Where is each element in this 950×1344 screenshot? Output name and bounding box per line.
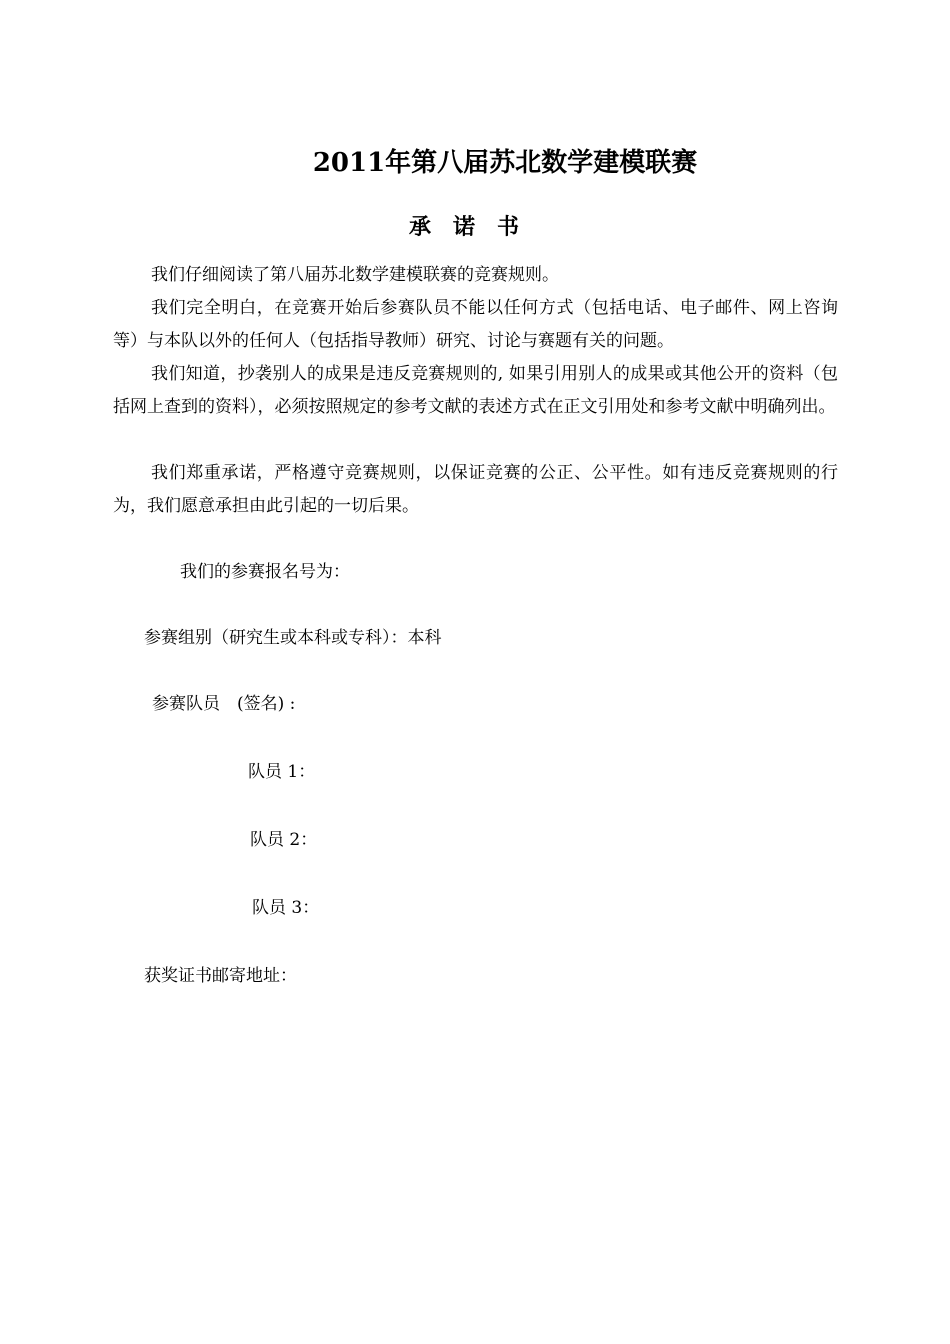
document-title: 2011年第八届苏北数学建模联赛 bbox=[312, 148, 698, 178]
paragraph-2: 我们完全明白，在竞赛开始后参赛队员不能以任何方式（包括电话、电子邮件、网上咨询等）与本队以外的任何人（包括指导教师）研究、讨论与赛题有关的问题。 bbox=[113, 298, 838, 351]
member-2-field: 队员 2： bbox=[250, 830, 318, 850]
members-signature-field: 参赛队员 (签名) : bbox=[152, 694, 296, 714]
paragraph-4: 我们郑重承诺，严格遵守竞赛规则，以保证竞赛的公正、公平性。如有违反竞赛规则的行为，我们愿意承担由此引起的一切后果。 bbox=[113, 463, 838, 516]
group-field: 参赛组别（研究生或本科或专科）：本科 bbox=[144, 628, 442, 648]
document-subtitle: 承诺书 bbox=[408, 214, 541, 240]
paragraph-1: 我们仔细阅读了第八届苏北数学建模联赛的竞赛规则。 bbox=[151, 265, 559, 285]
mailing-address-field: 获奖证书邮寄地址： bbox=[144, 966, 297, 986]
member-3-field: 队员 3： bbox=[252, 898, 320, 918]
member-1-field: 队员 1： bbox=[248, 762, 316, 782]
paragraph-3: 我们知道，抄袭别人的成果是违反竞赛规则的, 如果引用别人的成果或其他公开的资料（包括网上查到的资料），必须按照规定的参考文献的表述方式在正文引用处和参考文献中明确列出。 bbox=[113, 364, 838, 417]
registration-number-field: 我们的参赛报名号为： bbox=[180, 562, 350, 582]
